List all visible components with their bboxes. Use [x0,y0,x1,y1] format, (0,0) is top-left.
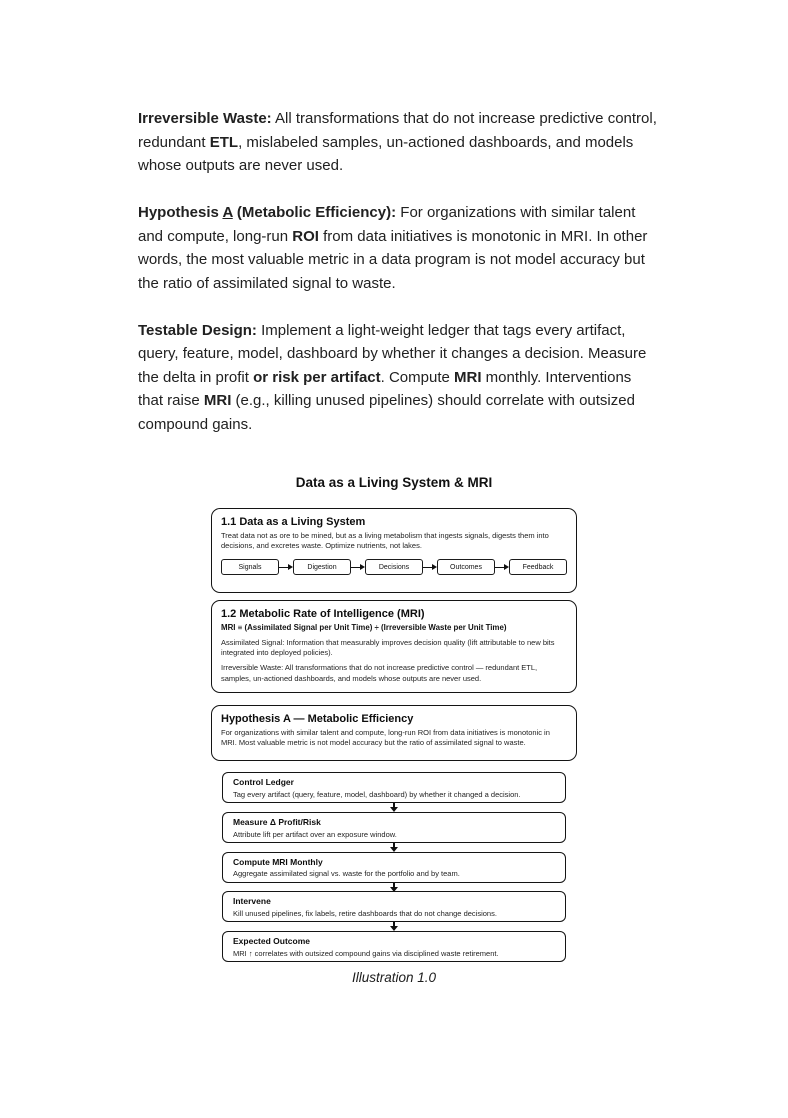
mri-formula: MRI ≡ (Assimilated Signal per Unit Time) ÷ (Irreversible Waste per Unit Time) [221,623,507,632]
right-arrow-icon [279,559,293,575]
flow-node-outcomes: Outcomes [437,559,495,575]
flow-step-measure-profit-risk [222,812,566,843]
section-title: Hypothesis A — Metabolic Efficiency [221,713,414,725]
paragraph-lead: Irreversible Waste: [138,110,272,127]
down-arrow-icon [390,843,399,852]
flow-step-expected-outcome [222,931,566,962]
step-title: Intervene [233,896,271,906]
diagram-title: Data as a Living System & MRI [295,475,493,490]
paragraph-text: monthly. Interventions that raise [138,368,632,409]
right-arrow-icon [423,559,437,575]
paragraph-text: (e.g., killing unused pipelines) should correlate with outsized compound gains. [138,392,635,433]
text-column [138,107,658,460]
flow-node-feedback: Feedback [509,559,567,575]
section-title: 1.1 Data as a Living System [221,516,366,528]
bold-term: ETL [209,133,239,151]
paragraph-text: , mislabeled samples, un-actioned dashboards, and models whose outputs are never used. [138,133,634,174]
step-body: Aggregate assimilated signal vs. waste for the portfolio and by team. [233,869,460,878]
flow-step-intervene [222,891,566,922]
step-title: Measure Δ Profit/Risk [233,817,321,827]
bold-term: MRI [203,392,232,409]
step-body: Tag every artifact (query, feature, model, dashboard) by whether it changed a decision. [233,789,521,799]
flow-step-control-ledger [222,772,566,803]
step-title: Compute MRI Monthly [233,856,323,867]
bold-term: MRI [454,368,482,386]
paragraph-testable-design [138,319,658,437]
flow-node-signals: Signals [221,559,279,575]
underlined-letter: A [222,204,233,221]
diagram-section-mri [211,600,577,693]
down-arrow-icon [390,922,399,931]
step-body: Attribute lift per artifact over an exposure window. [233,829,397,839]
flow-node-digestion: Digestion [293,559,351,575]
step-title: Expected Outcome [233,936,310,946]
right-arrow-icon [351,559,365,575]
right-arrow-icon [495,559,509,575]
step-body: Kill unused pipelines, fix labels, retire dashboards that do not change decisions. [233,908,497,918]
diagram-section-hypothesis [211,705,577,761]
paragraph-text: For organizations with similar talent and compute, long-run [138,204,636,245]
paragraph-lead: Hypothesis [138,204,223,221]
paragraph-hypothesis-a [138,201,658,295]
paragraph-irreversible-waste [138,107,658,178]
bold-term: ROI [292,227,319,245]
flow-node-decisions: Decisions [365,559,423,575]
section-body: For organizations with similar talent and compute, long-run ROI from data initiatives is monotonic in MRI. Most valuable metric is not model accuracy but the ratio of assimilated signal to waste. [221,728,550,748]
section-title: 1.2 Metabolic Rate of Intelligence (MRI) [221,608,425,620]
paragraph-lead: (Metabolic Efficiency): [232,204,397,221]
paragraph-text: . Compute [380,368,455,386]
step-body: MRI ↑ correlates with outsized compound gains via disciplined waste retirement. [233,948,499,958]
step-title: Control Ledger [233,777,294,787]
flow-row [221,559,567,575]
paragraph-text: Implement a light-weight ledger that tags every artifact, query, feature, model, dashboard by whether it changes a decision. Measure the delta in profit [138,321,647,386]
section-body: Treat data not as ore to be mined, but as a living metabolism that ingests signals, digests them into decisions, and excretes waste. Optimize nutrients, not lakes. [221,531,549,551]
down-arrow-icon [390,803,399,812]
diagram-section-living-system [211,508,577,593]
section-body: Assimilated Signal: Information that measurably improves decision quality (lift attributable to new bits integrated into deployed policies). [221,638,555,658]
flow-step-compute-mri [222,852,566,883]
section-body: Irreversible Waste: All transformations that do not increase predictive control — redundant ETL, samples, un-actioned dashboards, and models whose outputs are never used. [221,663,538,683]
paragraph-text: All transformations that do not increase predictive control, redundant [138,110,657,151]
paragraph-text: from data initiatives is monotonic in MRI. In other words, the most valuable metric in a data program is not model accuracy but the ratio of assimilated signal to waste. [138,227,648,292]
bold-term: or risk per artifact [253,368,381,386]
illustration-caption: Illustration 1.0 [351,970,437,985]
paragraph-lead: Testable Design: [138,321,257,339]
